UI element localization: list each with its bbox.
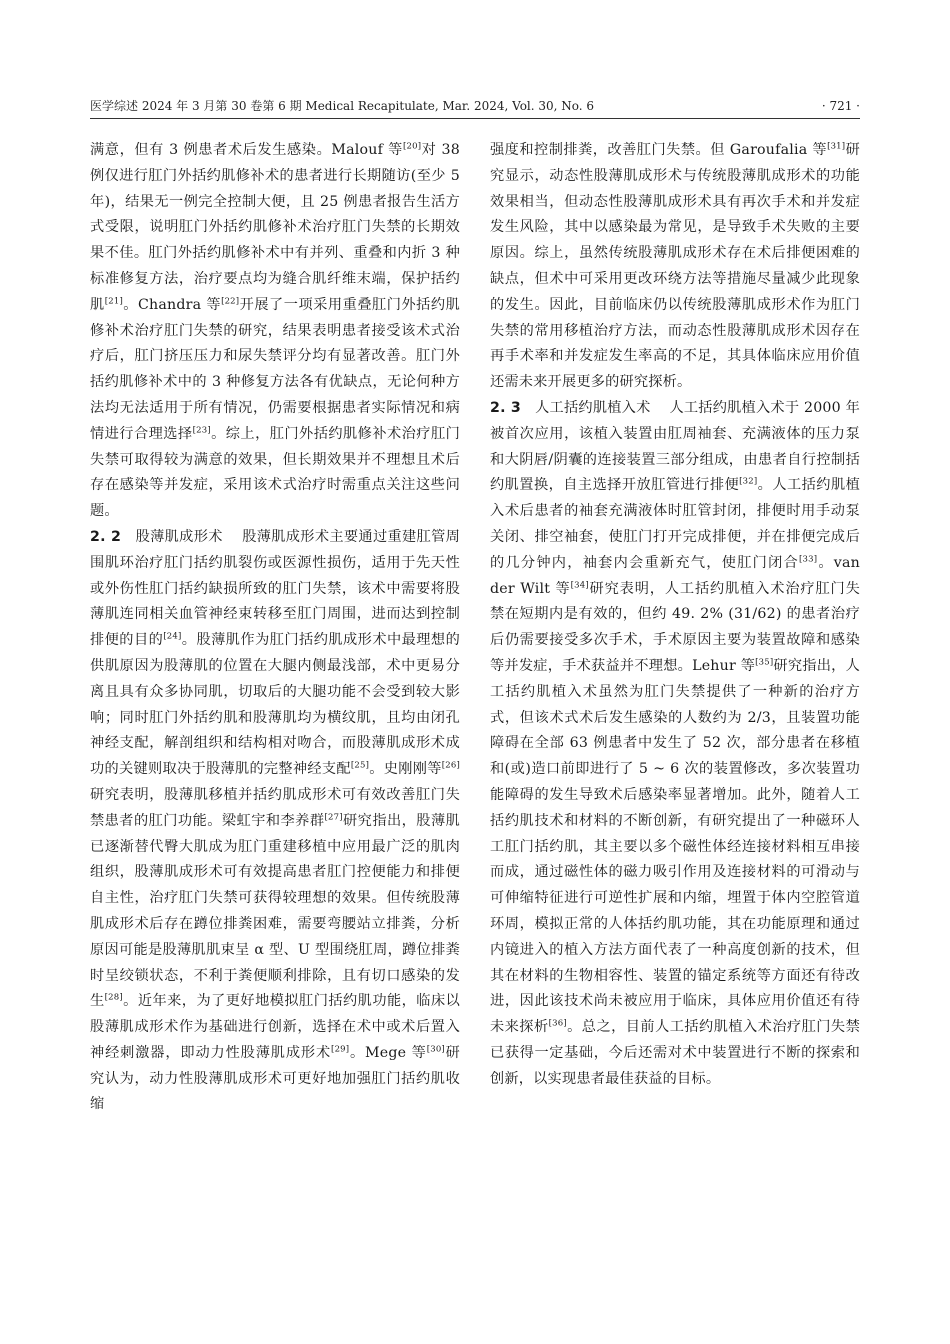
- section-heading: 人工括约肌植入术: [535, 399, 651, 416]
- paragraph-graciloplasty-conclusion: 强度和控制排粪，改善肛门失禁。但 Garoufalia 等[31]研究显示，动态性股薄肌成形术与传统股薄肌成形术的功能效果相当，但动态性股薄肌成形术具有再次手术和并发症发生风险，其中以感染最为常见，是导致手术失败的主要原因。综上，虽然传统股薄肌成形术存在术后排便困难的缺点，但术中可采用更改环绕方法等措施尽量减少此现象的发生。因此，目前临床仍以传统股薄肌成形术作为肛门失禁的常用移植治疗方法，而动态性股薄肌成形术因存在再手术率和并发症发生率高的不足，其具体临床应用价值还需未来开展更多的研究探析。: [490, 141, 860, 391]
- section-number: 2. 2: [90, 528, 122, 545]
- left-column: [90, 138, 460, 1118]
- section-2-3-paragraph: 2. 3 人工括约肌植入术 人工括约肌植入术于 2000 年被首次应用，该植入装置由肛周袖套、充满液体的压力泵和大阴唇/阴囊的连接装置三部分组成，由患者自行控制括约肌置换，自主选择开放肛管进行排便[32]。人工括约肌植入术后患者的袖套充满液体时肛管封闭，排便时用手动泵关闭、排空袖套，使肛门打开完成排便，并在排便完成后的几分钟内，袖套内会重新充气，使肛门闭合[33]。van der Wilt 等[34]研究表明，人工括约肌植入术治疗肛门失禁在短期内是有效的，但约 49. 2% (31/62) 的患者治疗后仍需要接受多次手术，手术原因主要为装置故障和感染等并发症，手术获益并不理想。Lehur 等[35]研究指出，人工括约肌植入术虽然为肛门失禁提供了一种新的治疗方式，但该术式术后发生感染的人数约为 2/3，且装置功能障碍在全部 63 例患者中发生了 52 次，部分患者在移植和(或)造口前即进行了 5 ~ 6 次的装置修改，多次装置功能障碍的发生导致术后感染率显著增加。此外，随着人工括约肌技术和材料的不断创新，有研究提出了一种磁环人工肛门括约肌，其主要以多个磁性体经连接材料相互串接而成，通过磁性体的磁力吸引作用及连接材料的可滑动与可伸缩特征进行可逆性扩展和内缩，埋置于体内空腔管道环周，模拟正常的人体括约肌功能，其在功能原理和通过内镜进入的植入方法方面代表了一种高度创新的技术，但其在材料的生物相容性、装置的锚定系统等方面还有待改进，因此该技术尚未被应用于临床，具体应用价值还有待未来探析[36]。总之，目前人工括约肌植入术治疗肛门失禁已获得一定基础，今后还需对术中装置进行不断的探索和创新，以实现患者最佳获益的目标。: [490, 399, 861, 1087]
- section-2-2-paragraph: 2. 2 股薄肌成形术 股薄肌成形术主要通过重建肛管周围肌环治疗肛门括约肌裂伤或医源性损伤，适用于先天性或外伤性肛门括约缺损所致的肛门失禁，该术中需要将股薄肌连同相关血管神经束转移至肛门周围，进而达到控制排便的目的[24]。股薄肌作为肛门括约肌成形术中最理想的供肌原因为股薄肌的位置在大腿内侧最浅部，术中更易分离且具有众多协同肌，切取后的大腿功能不会受到较大影响；同时肛门外括约肌和股薄肌均为横纹肌，且均由闭孔神经支配，解剖组织和结构相对吻合，而股薄肌成形术成功的关键则取决于股薄肌的完整神经支配[25]。史刚刚等[26]研究表明，股薄肌移植并括约肌成形术可有效改善肛门失禁患者的肛门功能。梁虹宇和李养群[27]研究指出，股薄肌已逐渐替代臀大肌成为肛门重建移植中应用最广泛的肌肉组织，股薄肌成形术可有效提高患者肛门控便能力和排便自主性，治疗肛门失禁可获得较理想的效果。但传统股薄肌成形术后存在蹲位排粪困难，需要弯腰站立排粪，分析原因可能是股薄肌肌束呈 α 型、U 型围绕肛周，蹲位排粪时呈绞锁状态，不利于粪便顺利排除，且有切口感染的发生[28]。近年来，为了更好地模拟肛门括约肌功能，临床以股薄肌成形术作为基础进行创新，选择在术中或术后置入神经刺激器，即动力性股薄肌成形术[29]。Mege 等[30]研究认为，动力性股薄肌成形术可更好地加强肛门括约肌收缩: [90, 528, 461, 1113]
- section-number: 2. 3: [490, 399, 521, 416]
- journal-info: 医学综述 2024 年 3 月第 30 卷第 6 期 Medical Recapitulate, Mar. 2024, Vol. 30, No. 6: [90, 99, 595, 113]
- page-number: · 721 ·: [821, 99, 860, 113]
- right-column: [490, 138, 860, 1092]
- paragraph-sphincter-repair: 满意，但有 3 例患者术后发生感染。Malouf 等[20]对 38 例仅进行肛门外括约肌修补术的患者进行长期随访(至少 5 年)，结果无一例完全控制大便，且 25 例患者报告生活方式受限，说明肛门外括约肌修补术治疗肛门失禁的长期效果不佳。肛门外括约肌修补术中有并列、重叠和内折 3 种标准修复方法，治疗要点均为缝合肌纤维末端，保护括约肌[21]。Chandra 等[22]开展了一项采用重叠肛门外括约肌修补术治疗肛门失禁的研究，结果表明患者接受该术式治疗后，肛门挤压压力和尿失禁评分均有显著改善。肛门外括约肌修补术中的 3 种修复方法各有优缺点，无论何种方法均无法适用于所有情况，仍需要根据患者实际情况和病情进行合理选择[23]。综上，肛门外括约肌修补术治疗肛门失禁可取得较为满意的效果，但长期效果并不理想且术后存在感染等并发症，采用该术式治疗时需重点关注这些问题。: [90, 141, 460, 520]
- section-heading: 股薄肌成形术: [135, 528, 223, 545]
- header-rule: [90, 118, 860, 119]
